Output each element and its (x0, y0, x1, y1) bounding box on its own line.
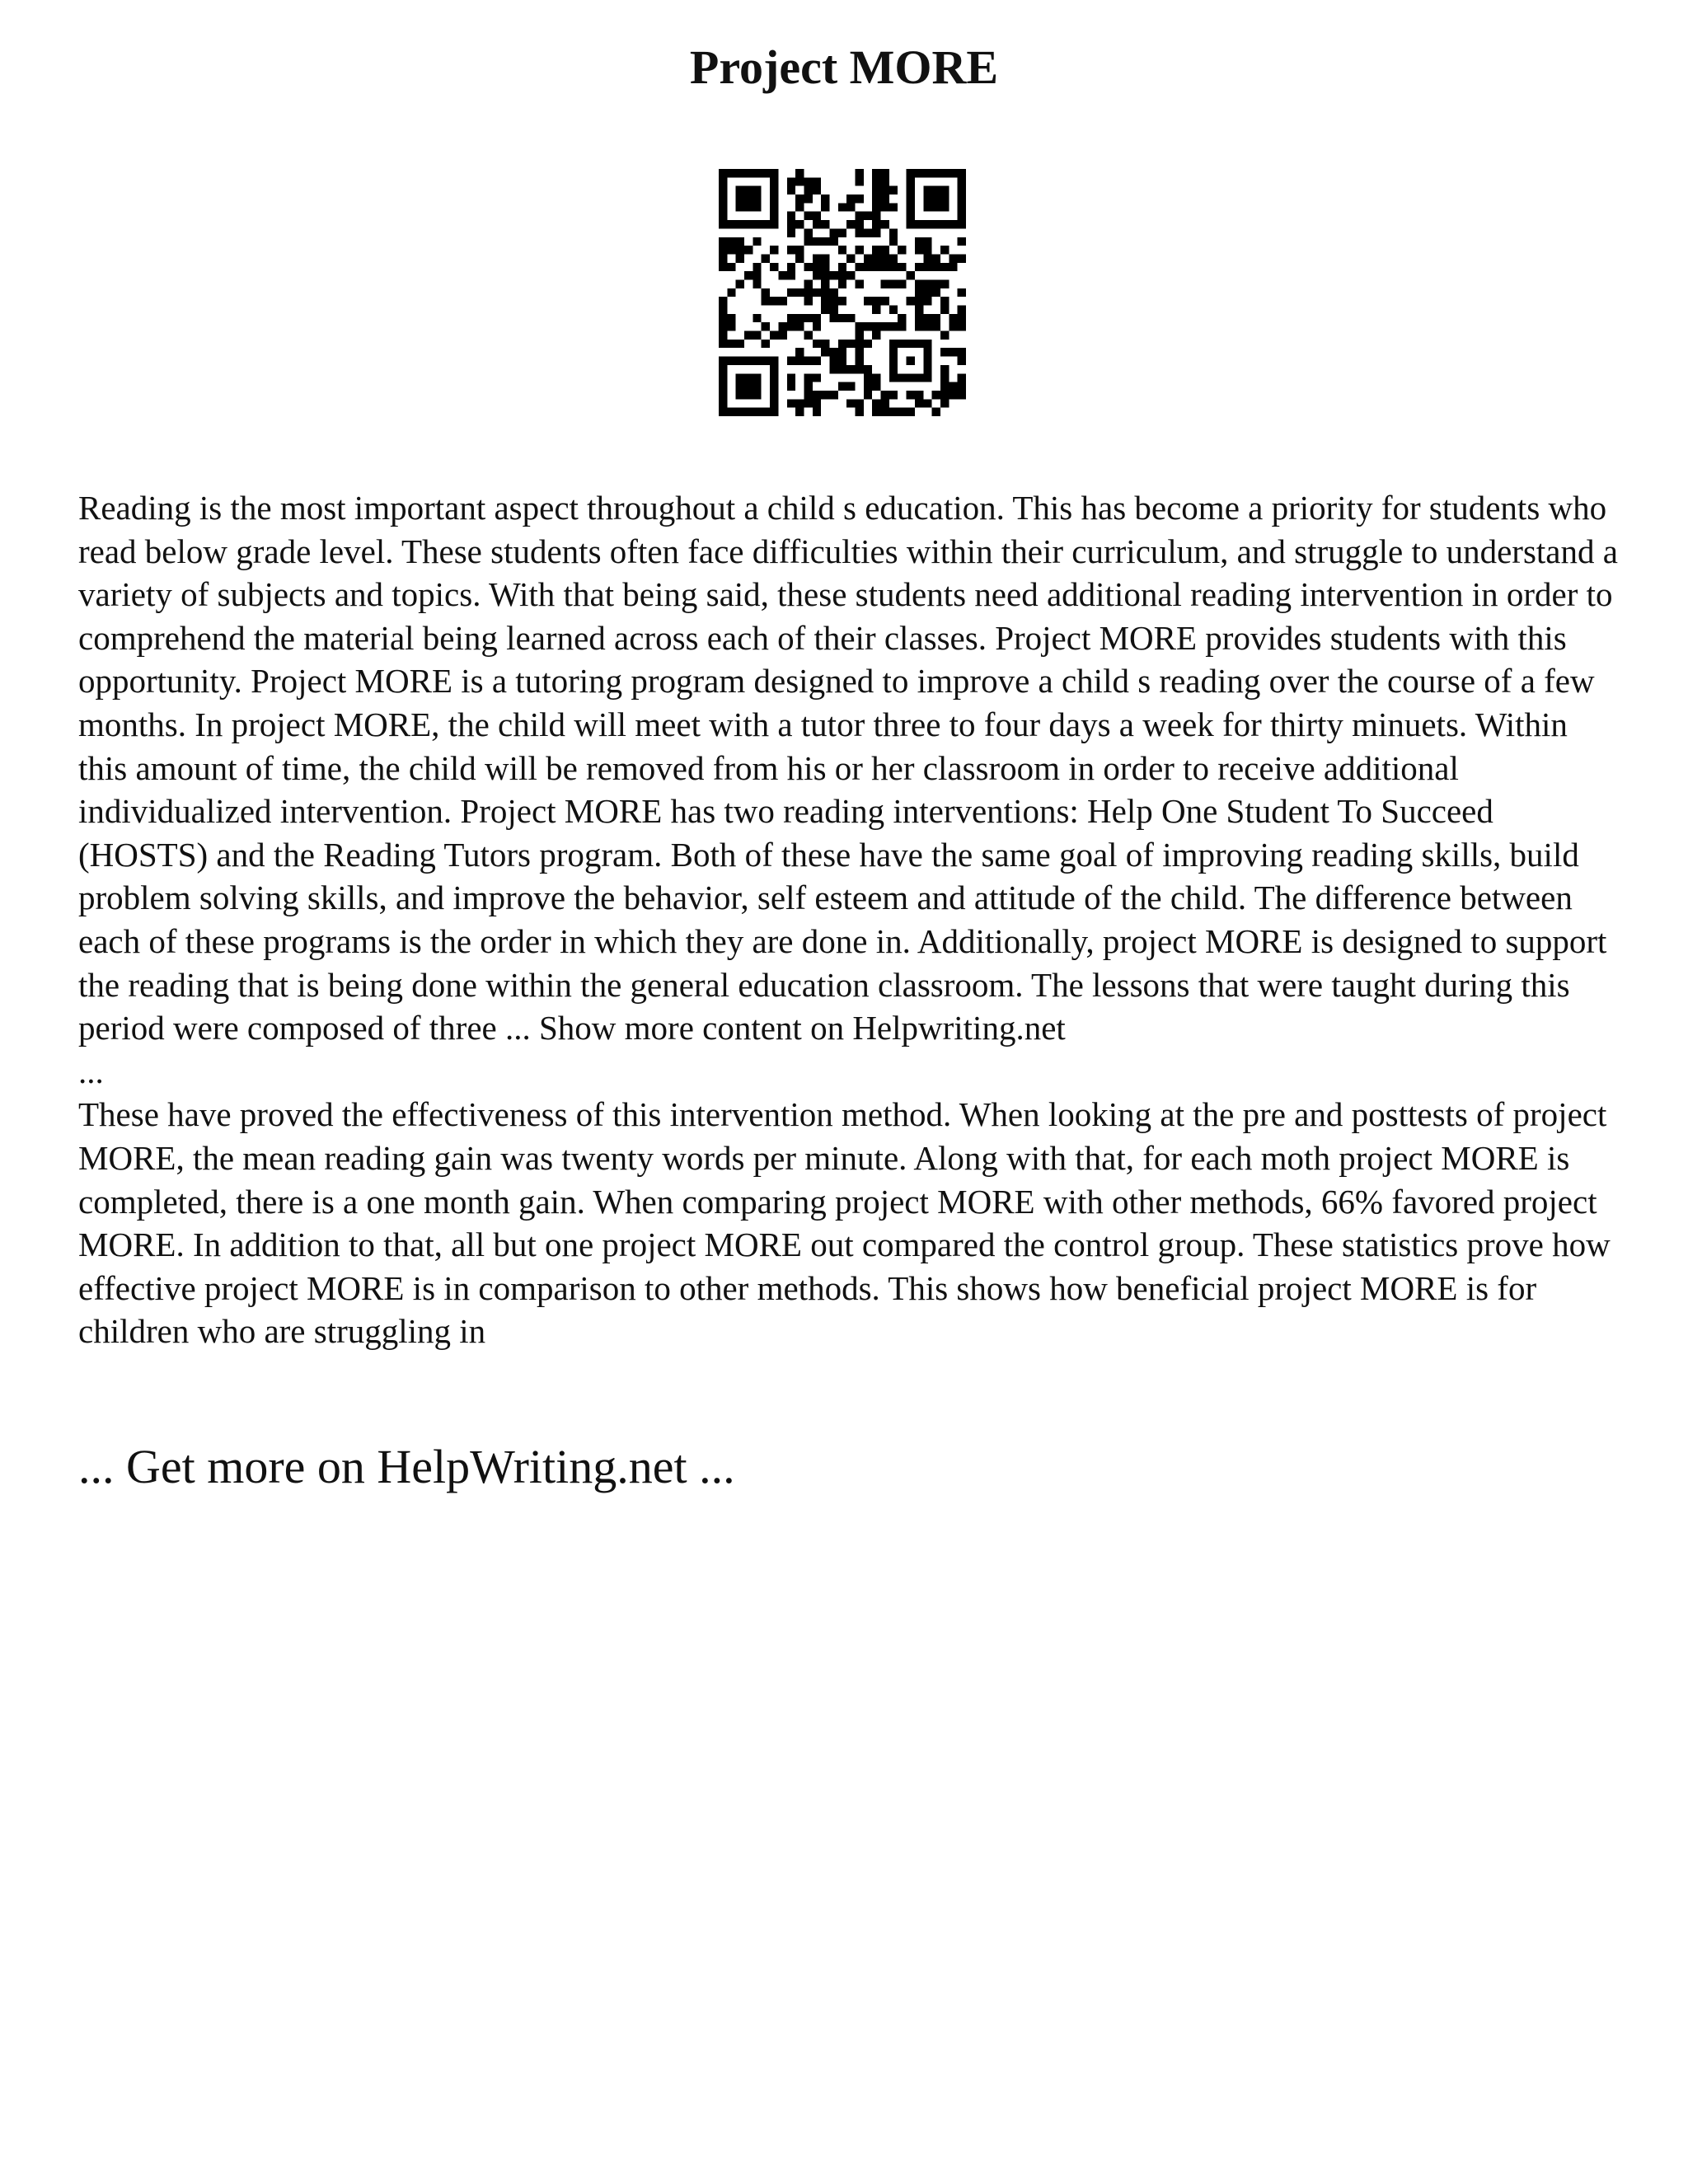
paragraph-1: Reading is the most important aspect throughout a child s education. This has become a priority for students who read below grade level. These students often face difficulties within their curriculum, and struggle to understand a variety of subjects and topics. With that being said, these students need additional reading intervention in order to comprehend the material being learned across each of their classes. Project MORE provides students with this opportunity. Project MORE is a tutoring program designed to improve a child s reading over the course of a few months. In project MORE, the child will meet with a tutor three to four days a week for thirty minuets. Within this amount of time, the child will be removed from his or her classroom in order to receive additional individualized intervention. Project MORE has two reading interventions: Help One Student To Succeed (HOSTS) and the Reading Tutors program. Both of these have the same goal of improving reading skills, build problem solving skills, and improve the behavior, self esteem and attitude of the child. The difference between each of these programs is the order in which they are done in. Additionally, project MORE is designed to support the reading that is being done within the general education classroom. The lessons that were taught during this period were composed of three ... Show more content on Helpwriting.net (78, 489, 1618, 1047)
article-body (78, 486, 1620, 1353)
paragraph-ellipsis: ... (78, 1052, 104, 1090)
qr-code-icon (719, 169, 966, 416)
page-title: Project MORE (689, 40, 999, 94)
paragraph-2: These have proved the effectiveness of this intervention method. When looking at the pre and posttests of project MORE, the mean reading gain was twenty words per minute. Along with that, for each moth project MORE is completed, there is a one month gain. When comparing project MORE with other methods, 66% favored project MORE. In addition to that, all but one project MORE out compared the control group. These statistics prove how effective project MORE is in comparison to other methods. This shows how beneficial project MORE is for children who are struggling in (78, 1095, 1611, 1351)
qr-code-graphic (719, 169, 966, 416)
get-more-link[interactable]: ... Get more on HelpWriting.net ... (78, 1440, 735, 1493)
